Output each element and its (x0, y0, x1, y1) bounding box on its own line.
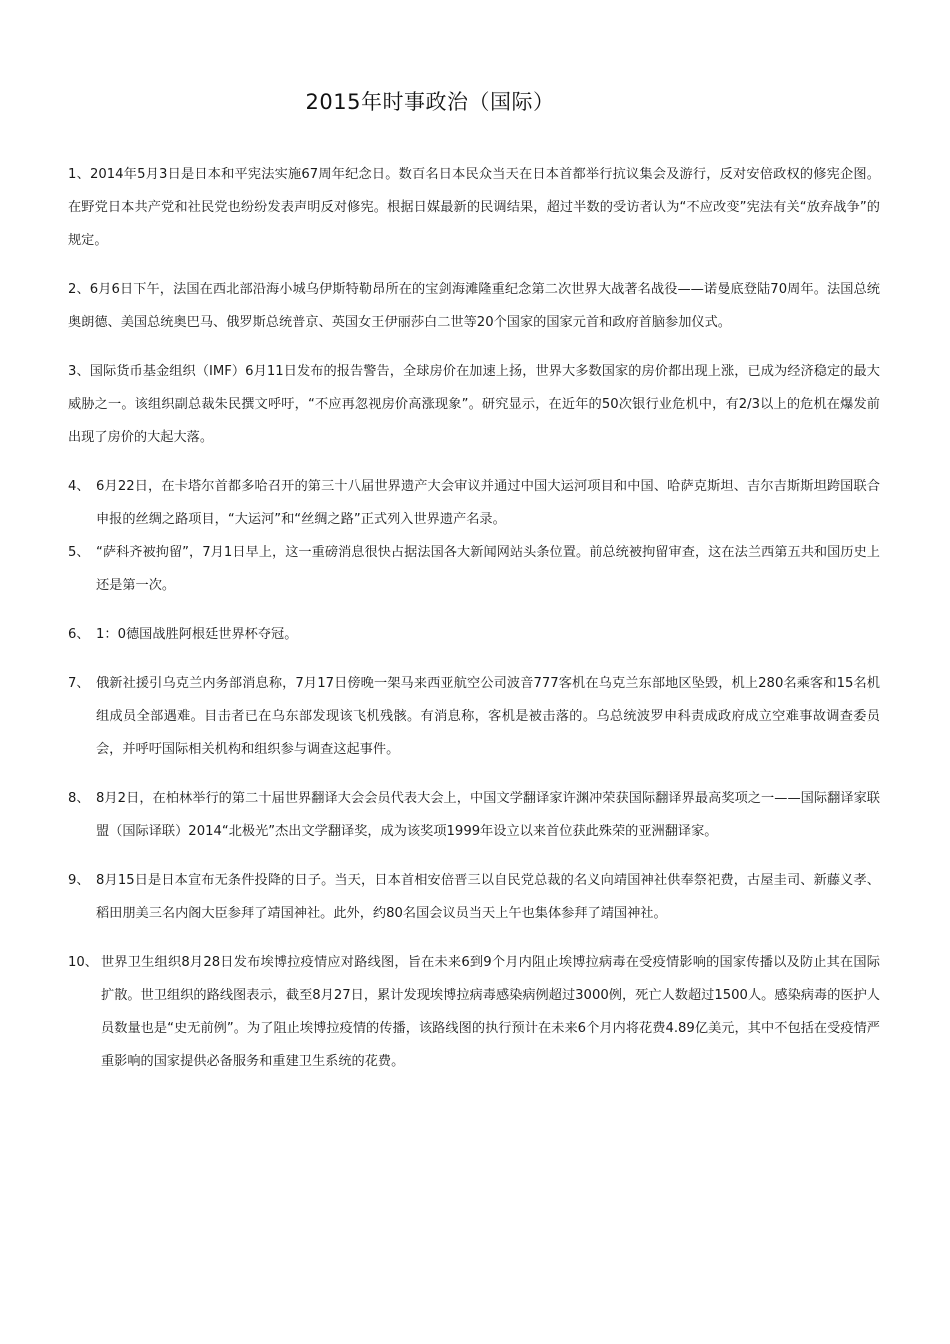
item-number: 10、 (68, 955, 98, 970)
item-text: 3、国际货币基金组织（IMF）6月11日发布的报告警告，全球房价在加速上扬，世界大多数国家的房价都出现上涨，已成为经济稳定的最大威胁之一。该组织副总裁朱民撰文呼吁，“不应再忽视房价高涨现象”。研究显示，在近年的50次银行业危机中，有2/3以上的危机在爆发前出现了房价的大起大落。 (68, 364, 880, 445)
item-number: 9、 (68, 873, 90, 888)
item-text: 俄新社援引乌克兰内务部消息称，7月17日傍晚一架马来西亚航空公司波音777客机在乌克兰东部地区坠毁，机上280名乘客和15名机组成员全部遇难。目击者已在乌东部发现该飞机残骸。有消息称，客机是被击落的。乌总统波罗申科责成政府成立空难事故调查委员会，并呼吁国际相关机构和组织参与调查这起事件。 (96, 676, 880, 757)
list-item (68, 782, 880, 848)
news-list (68, 158, 880, 1094)
list-item (68, 618, 880, 651)
item-text: 1：0德国战胜阿根廷世界杯夺冠。 (96, 627, 298, 642)
list-item (68, 536, 880, 602)
item-text: 2、6月6日下午，法国在西北部沿海小城乌伊斯特勒昂所在的宝剑海滩隆重纪念第二次世界大战著名战役——诺曼底登陆70周年。法国总统奥朗德、美国总统奥巴马、俄罗斯总统普京、英国女王伊丽莎白二世等20个国家的国家元首和政府首脑参加仪式。 (68, 282, 880, 330)
item-number: 5、 (68, 545, 90, 560)
list-item (68, 946, 880, 1078)
list-item (68, 273, 880, 339)
page-title: 2015年时事政治（国际） (305, 90, 555, 114)
item-text: “萨科齐被拘留”，7月1日早上，这一重磅消息很快占据法国各大新闻网站头条位置。前总统被拘留审查，这在法兰西第五共和国历史上还是第一次。 (96, 545, 880, 593)
list-item (68, 864, 880, 930)
item-text: 世界卫生组织8月28日发布埃博拉疫情应对路线图，旨在未来6到9个月内阻止埃博拉病毒在受疫情影响的国家传播以及防止其在国际扩散。世卫组织的路线图表示，截至8月27日，累计发现埃博拉病毒感染病例超过3000例，死亡人数超过1500人。感染病毒的医护人员数量也是“史无前例”。为了阻止埃博拉疫情的传播，该路线图的执行预计在未来6个月内将花费4.89亿美元，其中不包括在受疫情严重影响的国家提供必备服务和重建卫生系统的花费。 (101, 955, 880, 1069)
item-number: 6、 (68, 627, 90, 642)
item-number: 8、 (68, 791, 90, 806)
list-item (68, 158, 880, 257)
item-text: 1、2014年5月3日是日本和平宪法实施67周年纪念日。数百名日本民众当天在日本首都举行抗议集会及游行，反对安倍政权的修宪企图。在野党日本共产党和社民党也纷纷发表声明反对修宪。根据日媒最新的民调结果，超过半数的受访者认为“不应改变”宪法有关“放弃战争”的规定。 (68, 167, 880, 248)
item-text: 6月22日，在卡塔尔首都多哈召开的第三十八届世界遗产大会审议并通过中国大运河项目和中国、哈萨克斯坦、吉尔吉斯斯坦跨国联合申报的丝绸之路项目，“大运河”和“丝绸之路”正式列入世界遗产名录。 (96, 479, 880, 527)
item-number: 4、 (68, 479, 90, 494)
item-text: 8月2日，在柏林举行的第二十届世界翻译大会会员代表大会上，中国文学翻译家许渊冲荣获国际翻译界最高奖项之一——国际翻译家联盟（国际译联）2014“北极光”杰出文学翻译奖，成为该奖项1999年设立以来首位获此殊荣的亚洲翻译家。 (96, 791, 880, 839)
item-text: 8月15日是日本宣布无条件投降的日子。当天，日本首相安倍晋三以自民党总裁的名义向靖国神社供奉祭祀费，古屋圭司、新藤义孝、稻田朋美三名内阁大臣参拜了靖国神社。此外，约80名国会议员当天上午也集体参拜了靖国神社。 (96, 873, 880, 921)
list-item (68, 355, 880, 454)
list-item (68, 667, 880, 766)
list-item (68, 470, 880, 536)
item-number: 7、 (68, 676, 90, 691)
